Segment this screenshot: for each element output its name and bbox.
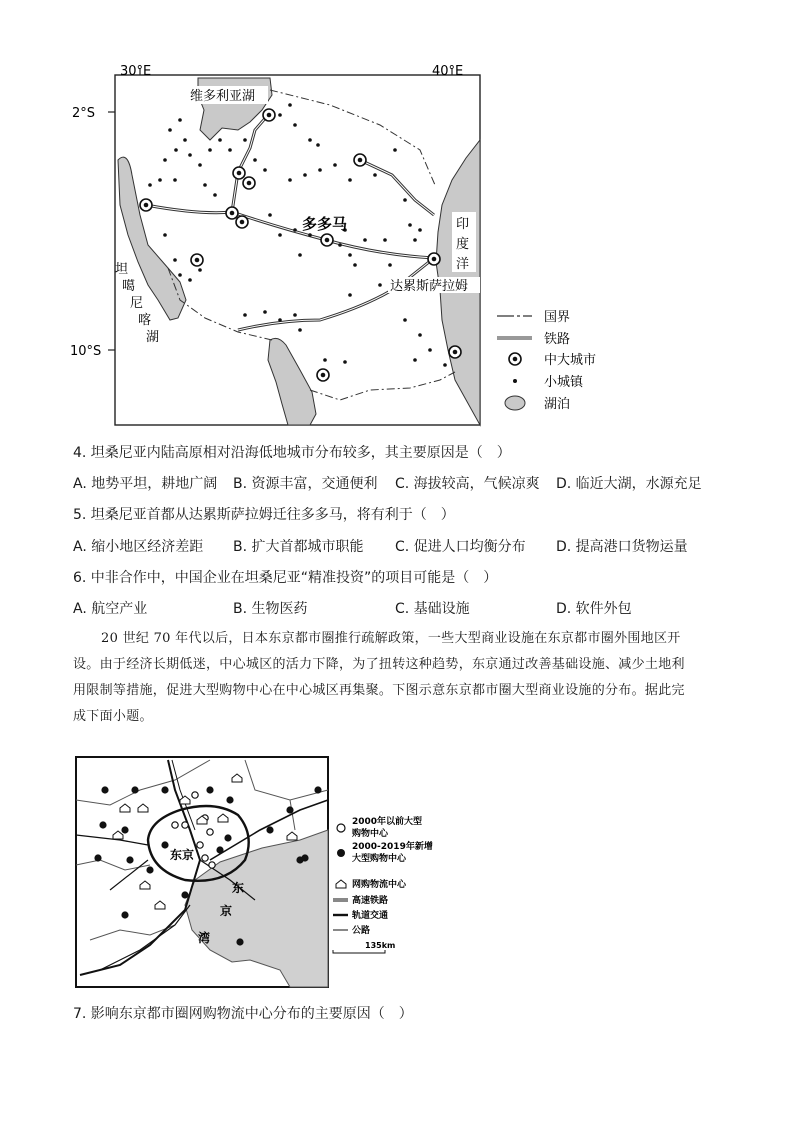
svg-text:洋: 洋 — [456, 257, 470, 272]
svg-text:小城镇: 小城镇 — [544, 375, 584, 390]
passage-line-1: 20 世纪 70 年代以后，日本东京都市圈推行疏解政策，一些大型商业设施在东京都市圈外围地区开 — [101, 631, 681, 646]
tokyo-label: 东京 — [170, 848, 195, 862]
q4-option-d[interactable]: D. 临近大湖，水源充足 — [556, 476, 702, 492]
major-cities — [140, 109, 461, 381]
indian-ocean-label — [452, 212, 476, 272]
railways — [146, 115, 434, 330]
svg-text:喀: 喀 — [138, 313, 152, 328]
railways-inner — [146, 115, 434, 330]
svg-text:噶: 噶 — [122, 279, 136, 294]
tokyo-passage — [73, 626, 723, 730]
svg-text:大型购物中心: 大型购物中心 — [352, 854, 407, 864]
svg-text:公路: 公路 — [352, 926, 371, 936]
svg-text:轨道交通: 轨道交通 — [352, 911, 389, 921]
svg-text:购物中心: 购物中心 — [352, 829, 389, 839]
bay-char-2: 京 — [220, 904, 233, 918]
svg-text:国界: 国界 — [544, 310, 571, 325]
lat-2-label: 2°S — [72, 106, 96, 121]
svg-text:2000-2019年新增: 2000-2019年新增 — [352, 842, 433, 852]
svg-text:湖: 湖 — [146, 330, 160, 345]
map2-legend — [333, 815, 433, 953]
q6-option-a[interactable]: A. 航空产业 — [73, 601, 148, 617]
filled-circle-icon — [337, 849, 345, 857]
q4-option-c[interactable]: C. 海拔较高，气候凉爽 — [395, 476, 540, 492]
svg-text:印: 印 — [456, 217, 470, 232]
q6-option-c[interactable]: C. 基础设施 — [395, 601, 470, 617]
lake-ellipse-icon — [505, 396, 525, 410]
lat-10-label: 10°S — [70, 344, 102, 359]
svg-text:中大城市: 中大城市 — [544, 353, 597, 368]
svg-text:2000年以前大型: 2000年以前大型 — [352, 817, 423, 827]
q4-option-a[interactable]: A. 地势平坦，耕地广阔 — [73, 476, 218, 492]
tokyo-map — [70, 752, 450, 992]
scale-label: 135km — [365, 941, 396, 950]
svg-text:高速铁路: 高速铁路 — [352, 896, 389, 906]
open-circle-icon — [337, 824, 345, 832]
lon-40-label: 40°E — [432, 64, 464, 79]
warehouse-icon — [336, 880, 346, 888]
map1-legend — [497, 310, 596, 412]
lon-30-label: 30°E — [120, 64, 152, 79]
svg-text:坦: 坦 — [115, 262, 129, 277]
svg-text:度: 度 — [456, 237, 470, 252]
bay-char-3: 湾 — [198, 931, 211, 945]
scale-bar — [333, 950, 385, 953]
q5-option-c[interactable]: C. 促进人口均衡分布 — [395, 539, 526, 555]
svg-text:湖泊: 湖泊 — [544, 397, 571, 412]
nyasa-lake — [268, 338, 316, 425]
svg-text:铁路: 铁路 — [544, 332, 571, 347]
q4-option-b[interactable]: B. 资源丰富，交通便利 — [233, 476, 378, 492]
dodoma-label: 多多马 — [302, 215, 348, 233]
passage-line-4: 成下面小题。 — [73, 709, 153, 724]
town-dot-icon — [513, 379, 517, 383]
svg-text:尼: 尼 — [130, 296, 144, 311]
q5-option-d[interactable]: D. 提高港口货物运量 — [556, 539, 688, 555]
victoria-lake-label: 维多利亚湖 — [190, 89, 256, 104]
svg-text:网购物流中心: 网购物流中心 — [352, 880, 407, 890]
dar-es-salaam-label: 达累斯萨拉姆 — [390, 279, 469, 294]
question-5-stem: 5. 坦桑尼亚首都从达累斯萨拉姆迁往多多马，将有利于（ ） — [73, 507, 455, 523]
tanzania-map — [70, 55, 597, 435]
question-7-stem: 7. 影响东京都市圈网购物流中心分布的主要原因（ ） — [73, 1006, 413, 1022]
q6-option-b[interactable]: B. 生物医药 — [233, 601, 308, 617]
q6-option-d[interactable]: D. 软件外包 — [556, 601, 632, 617]
question-6-stem: 6. 中非合作中，中国企业在坦桑尼亚“精准投资”的项目可能是（ ） — [73, 570, 498, 586]
q5-option-b[interactable]: B. 扩大首都城市职能 — [233, 539, 364, 555]
question-4-stem: 4. 坦桑尼亚内陆高原相对沿海低地城市分布较多，其主要原因是（ ） — [73, 445, 511, 461]
bay-char-1: 东 — [232, 881, 245, 895]
passage-line-3: 用限制等措施，促进大型购物中心在中心城区再集聚。下图示意东京都市圈大型商业设施的分布。据此完 — [73, 683, 685, 698]
q5-option-a[interactable]: A. 缩小地区经济差距 — [73, 539, 204, 555]
passage-line-2: 设。由于经济长期低迷，中心城区的活力下降，为了扭转这种趋势，东京通过改善基础设施、减少土地利 — [73, 657, 685, 672]
